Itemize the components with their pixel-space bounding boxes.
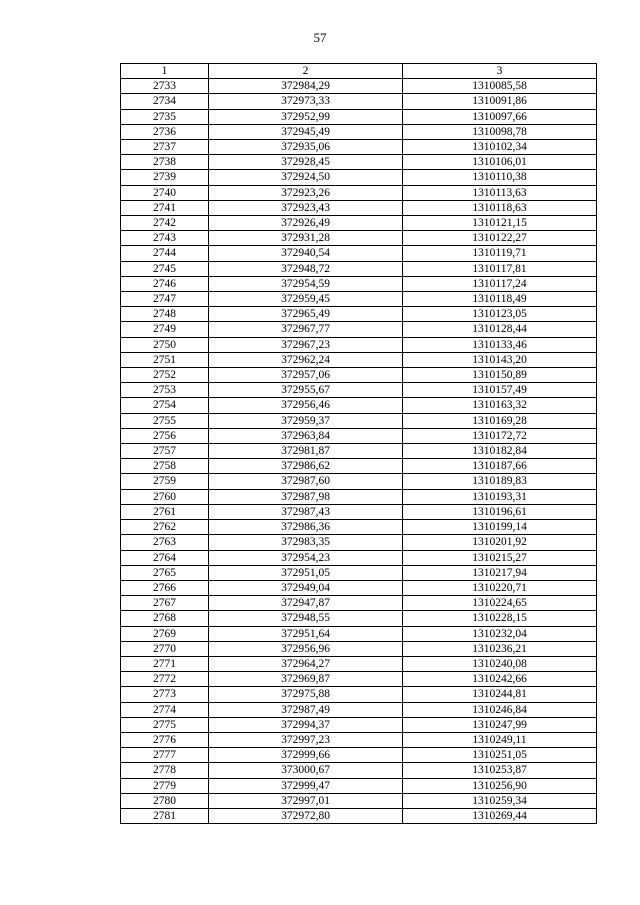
cell-x-coordinate: 372986,36 <box>209 520 403 535</box>
cell-y-coordinate: 1310187,66 <box>403 459 597 474</box>
table-row <box>121 276 597 291</box>
table-row <box>121 337 597 352</box>
cell-y-coordinate: 1310196,61 <box>403 504 597 519</box>
table-row <box>121 687 597 702</box>
cell-point-number: 2744 <box>121 246 209 261</box>
table-header-row <box>121 64 597 79</box>
cell-point-number: 2776 <box>121 732 209 747</box>
cell-y-coordinate: 1310117,24 <box>403 276 597 291</box>
cell-point-number: 2766 <box>121 580 209 595</box>
cell-point-number: 2759 <box>121 474 209 489</box>
cell-point-number: 2761 <box>121 504 209 519</box>
table-row <box>121 474 597 489</box>
cell-y-coordinate: 1310251,05 <box>403 748 597 763</box>
cell-y-coordinate: 1310201,92 <box>403 535 597 550</box>
table-row <box>121 322 597 337</box>
cell-y-coordinate: 1310172,72 <box>403 428 597 443</box>
cell-point-number: 2774 <box>121 702 209 717</box>
cell-y-coordinate: 1310259,34 <box>403 793 597 808</box>
cell-x-coordinate: 372947,87 <box>209 596 403 611</box>
cell-y-coordinate: 1310269,44 <box>403 808 597 823</box>
cell-point-number: 2750 <box>121 337 209 352</box>
cell-x-coordinate: 372987,98 <box>209 489 403 504</box>
table-row <box>121 672 597 687</box>
table-row <box>121 368 597 383</box>
cell-x-coordinate: 372987,49 <box>209 702 403 717</box>
table-row <box>121 778 597 793</box>
cell-y-coordinate: 1310256,90 <box>403 778 597 793</box>
cell-point-number: 2768 <box>121 611 209 626</box>
cell-point-number: 2770 <box>121 641 209 656</box>
table-row <box>121 763 597 778</box>
cell-y-coordinate: 1310085,58 <box>403 79 597 94</box>
cell-x-coordinate: 372994,37 <box>209 717 403 732</box>
cell-point-number: 2752 <box>121 368 209 383</box>
cell-point-number: 2772 <box>121 672 209 687</box>
cell-x-coordinate: 372931,28 <box>209 231 403 246</box>
cell-point-number: 2747 <box>121 292 209 307</box>
cell-point-number: 2765 <box>121 565 209 580</box>
table-row <box>121 444 597 459</box>
cell-point-number: 2736 <box>121 124 209 139</box>
table-row <box>121 489 597 504</box>
table-row <box>121 307 597 322</box>
cell-point-number: 2745 <box>121 261 209 276</box>
cell-x-coordinate: 372954,59 <box>209 276 403 291</box>
cell-x-coordinate: 372967,23 <box>209 337 403 352</box>
cell-point-number: 2758 <box>121 459 209 474</box>
table-row <box>121 626 597 641</box>
table-row <box>121 261 597 276</box>
table-row <box>121 79 597 94</box>
cell-y-coordinate: 1310117,81 <box>403 261 597 276</box>
cell-y-coordinate: 1310102,34 <box>403 140 597 155</box>
cell-y-coordinate: 1310106,01 <box>403 155 597 170</box>
cell-x-coordinate: 372959,45 <box>209 292 403 307</box>
cell-y-coordinate: 1310224,65 <box>403 596 597 611</box>
cell-y-coordinate: 1310091,86 <box>403 94 597 109</box>
cell-point-number: 2746 <box>121 276 209 291</box>
cell-point-number: 2767 <box>121 596 209 611</box>
cell-y-coordinate: 1310182,84 <box>403 444 597 459</box>
cell-x-coordinate: 372965,49 <box>209 307 403 322</box>
table-row <box>121 459 597 474</box>
cell-x-coordinate: 372962,24 <box>209 352 403 367</box>
table-row <box>121 748 597 763</box>
table-row <box>121 641 597 656</box>
cell-x-coordinate: 372957,06 <box>209 368 403 383</box>
cell-x-coordinate: 372963,84 <box>209 428 403 443</box>
cell-point-number: 2734 <box>121 94 209 109</box>
cell-y-coordinate: 1310133,46 <box>403 337 597 352</box>
table-row <box>121 428 597 443</box>
cell-x-coordinate: 372923,26 <box>209 185 403 200</box>
cell-y-coordinate: 1310240,08 <box>403 656 597 671</box>
cell-x-coordinate: 372956,46 <box>209 398 403 413</box>
cell-y-coordinate: 1310123,05 <box>403 307 597 322</box>
cell-x-coordinate: 372964,27 <box>209 656 403 671</box>
cell-y-coordinate: 1310122,27 <box>403 231 597 246</box>
cell-point-number: 2742 <box>121 216 209 231</box>
table-row <box>121 185 597 200</box>
cell-point-number: 2755 <box>121 413 209 428</box>
cell-x-coordinate: 372951,05 <box>209 565 403 580</box>
table-body <box>121 79 597 824</box>
cell-point-number: 2762 <box>121 520 209 535</box>
cell-x-coordinate: 372983,35 <box>209 535 403 550</box>
cell-point-number: 2738 <box>121 155 209 170</box>
cell-y-coordinate: 1310236,21 <box>403 641 597 656</box>
table-row <box>121 520 597 535</box>
cell-x-coordinate: 372948,72 <box>209 261 403 276</box>
table-row <box>121 611 597 626</box>
table-row <box>121 717 597 732</box>
cell-x-coordinate: 372949,04 <box>209 580 403 595</box>
cell-x-coordinate: 372984,29 <box>209 79 403 94</box>
cell-x-coordinate: 372986,62 <box>209 459 403 474</box>
column-header-y: 3 <box>403 64 597 79</box>
cell-point-number: 2757 <box>121 444 209 459</box>
table-row <box>121 504 597 519</box>
cell-point-number: 2781 <box>121 808 209 823</box>
table-row <box>121 793 597 808</box>
cell-x-coordinate: 372959,37 <box>209 413 403 428</box>
cell-point-number: 2740 <box>121 185 209 200</box>
table-row <box>121 231 597 246</box>
cell-x-coordinate: 372935,06 <box>209 140 403 155</box>
cell-point-number: 2764 <box>121 550 209 565</box>
cell-y-coordinate: 1310150,89 <box>403 368 597 383</box>
cell-point-number: 2754 <box>121 398 209 413</box>
cell-y-coordinate: 1310253,87 <box>403 763 597 778</box>
cell-x-coordinate: 372981,87 <box>209 444 403 459</box>
cell-point-number: 2773 <box>121 687 209 702</box>
cell-y-coordinate: 1310097,66 <box>403 109 597 124</box>
table-row <box>121 550 597 565</box>
cell-x-coordinate: 372956,96 <box>209 641 403 656</box>
cell-point-number: 2777 <box>121 748 209 763</box>
table-row <box>121 140 597 155</box>
table-row <box>121 216 597 231</box>
cell-point-number: 2739 <box>121 170 209 185</box>
table-row <box>121 94 597 109</box>
cell-x-coordinate: 372999,47 <box>209 778 403 793</box>
cell-x-coordinate: 372973,33 <box>209 94 403 109</box>
cell-x-coordinate: 373000,67 <box>209 763 403 778</box>
cell-x-coordinate: 372952,99 <box>209 109 403 124</box>
table-row <box>121 535 597 550</box>
cell-y-coordinate: 1310119,71 <box>403 246 597 261</box>
cell-x-coordinate: 372999,66 <box>209 748 403 763</box>
cell-x-coordinate: 372955,67 <box>209 383 403 398</box>
cell-x-coordinate: 372997,23 <box>209 732 403 747</box>
table-row <box>121 596 597 611</box>
cell-y-coordinate: 1310247,99 <box>403 717 597 732</box>
table-row <box>121 352 597 367</box>
cell-y-coordinate: 1310118,63 <box>403 200 597 215</box>
cell-point-number: 2743 <box>121 231 209 246</box>
cell-point-number: 2751 <box>121 352 209 367</box>
cell-x-coordinate: 372928,45 <box>209 155 403 170</box>
table-row <box>121 732 597 747</box>
table-row <box>121 292 597 307</box>
cell-y-coordinate: 1310242,66 <box>403 672 597 687</box>
cell-y-coordinate: 1310143,20 <box>403 352 597 367</box>
cell-x-coordinate: 372948,55 <box>209 611 403 626</box>
cell-point-number: 2771 <box>121 656 209 671</box>
page-number: 57 <box>313 30 327 45</box>
cell-y-coordinate: 1310121,15 <box>403 216 597 231</box>
cell-x-coordinate: 372926,49 <box>209 216 403 231</box>
table-row <box>121 246 597 261</box>
cell-y-coordinate: 1310118,49 <box>403 292 597 307</box>
cell-point-number: 2735 <box>121 109 209 124</box>
cell-x-coordinate: 372924,50 <box>209 170 403 185</box>
cell-x-coordinate: 372997,01 <box>209 793 403 808</box>
cell-y-coordinate: 1310189,83 <box>403 474 597 489</box>
cell-x-coordinate: 372972,80 <box>209 808 403 823</box>
coordinates-table <box>120 63 597 824</box>
table-row <box>121 808 597 823</box>
table-row <box>121 413 597 428</box>
cell-x-coordinate: 372975,88 <box>209 687 403 702</box>
cell-y-coordinate: 1310220,71 <box>403 580 597 595</box>
table-row <box>121 124 597 139</box>
table-row <box>121 155 597 170</box>
cell-x-coordinate: 372923,43 <box>209 200 403 215</box>
cell-x-coordinate: 372954,23 <box>209 550 403 565</box>
cell-point-number: 2778 <box>121 763 209 778</box>
cell-x-coordinate: 372940,54 <box>209 246 403 261</box>
cell-point-number: 2780 <box>121 793 209 808</box>
table-row <box>121 656 597 671</box>
cell-point-number: 2749 <box>121 322 209 337</box>
cell-y-coordinate: 1310128,44 <box>403 322 597 337</box>
cell-point-number: 2756 <box>121 428 209 443</box>
table-row <box>121 170 597 185</box>
cell-y-coordinate: 1310113,63 <box>403 185 597 200</box>
column-header-x: 2 <box>209 64 403 79</box>
cell-point-number: 2760 <box>121 489 209 504</box>
cell-y-coordinate: 1310217,94 <box>403 565 597 580</box>
cell-y-coordinate: 1310157,49 <box>403 383 597 398</box>
cell-point-number: 2748 <box>121 307 209 322</box>
cell-point-number: 2763 <box>121 535 209 550</box>
cell-x-coordinate: 372987,60 <box>209 474 403 489</box>
cell-point-number: 2753 <box>121 383 209 398</box>
cell-point-number: 2741 <box>121 200 209 215</box>
cell-point-number: 2779 <box>121 778 209 793</box>
cell-y-coordinate: 1310246,84 <box>403 702 597 717</box>
cell-x-coordinate: 372945,49 <box>209 124 403 139</box>
cell-y-coordinate: 1310199,14 <box>403 520 597 535</box>
table-row <box>121 580 597 595</box>
cell-y-coordinate: 1310244,81 <box>403 687 597 702</box>
cell-point-number: 2769 <box>121 626 209 641</box>
cell-y-coordinate: 1310215,27 <box>403 550 597 565</box>
table-row <box>121 702 597 717</box>
cell-point-number: 2733 <box>121 79 209 94</box>
cell-y-coordinate: 1310098,78 <box>403 124 597 139</box>
cell-x-coordinate: 372969,87 <box>209 672 403 687</box>
cell-y-coordinate: 1310193,31 <box>403 489 597 504</box>
table-row <box>121 398 597 413</box>
cell-y-coordinate: 1310228,15 <box>403 611 597 626</box>
cell-x-coordinate: 372951,64 <box>209 626 403 641</box>
table-row <box>121 109 597 124</box>
cell-y-coordinate: 1310169,28 <box>403 413 597 428</box>
cell-x-coordinate: 372967,77 <box>209 322 403 337</box>
table-row <box>121 383 597 398</box>
cell-y-coordinate: 1310163,32 <box>403 398 597 413</box>
column-header-point-number: 1 <box>121 64 209 79</box>
table-row <box>121 565 597 580</box>
cell-point-number: 2737 <box>121 140 209 155</box>
cell-x-coordinate: 372987,43 <box>209 504 403 519</box>
table-row <box>121 200 597 215</box>
cell-y-coordinate: 1310110,38 <box>403 170 597 185</box>
cell-point-number: 2775 <box>121 717 209 732</box>
cell-y-coordinate: 1310232,04 <box>403 626 597 641</box>
cell-y-coordinate: 1310249,11 <box>403 732 597 747</box>
